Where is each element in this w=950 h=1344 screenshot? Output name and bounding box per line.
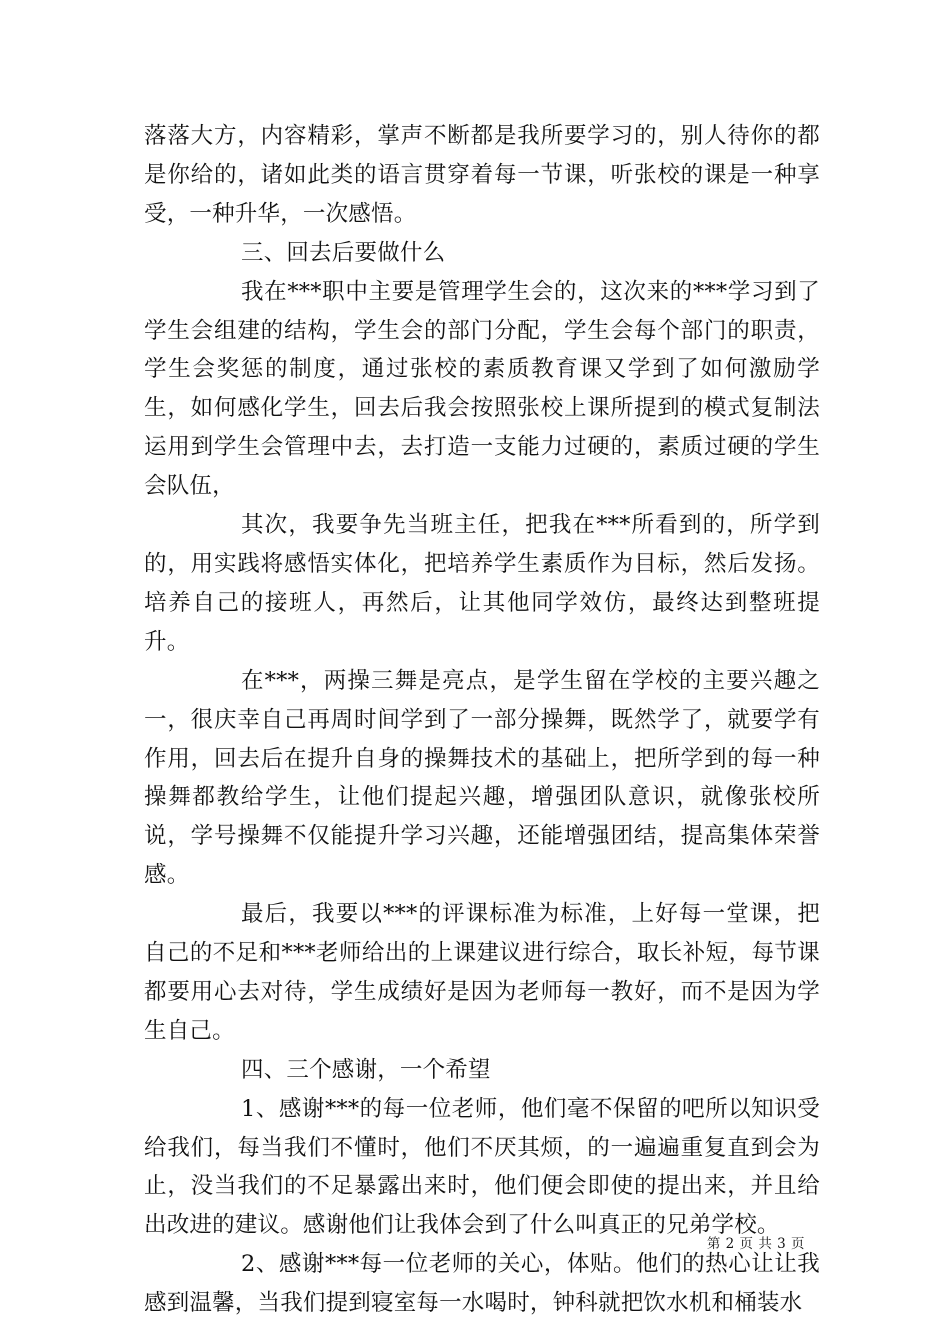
document-body [144,117,820,1323]
paragraph-thanks-2: 2、感谢***每一位老师的关心，体贴。他们的热心让让我感到温馨，当我们提到寝室每一水喝时，钟科就把饮水机和桶装水 [144,1251,820,1317]
paragraph-student-union: 我在***职中主要是管理学生会的，这次来的***学习到了学生会组建的结构，学生会的部门分配，学生会每个部门的职责，学生会奖惩的制度，通过张校的素质教育课又学到了如何激励学生，如何感化学生，回去后我会按照张校上课所提到的模式复制法运用到学生会管理中去，去打造一支能力过硬的，素质过硬的学生会队伍， [144,278,820,500]
page-number-footer: 第 2 页 共 3 页 [706,1236,805,1252]
section-heading-3: 三、回去后要做什么 [241,239,446,266]
paragraph-exercises-dance: 在***，两操三舞是亮点，是学生留在学校的主要兴趣之一，很庆幸自己再周时间学到了一部分操舞，既然学了，就要学有作用，回去后在提升自身的操舞技术的基础上，把所学到的每一种操舞都教给学生，让他们提起兴趣，增强团队意识，就像张校所说，学号操舞不仅能提升学习兴趣，还能增强团结，提高集体荣誉感。 [144,667,820,889]
paragraph-continuation: 落落大方，内容精彩，掌声不断都是我所要学习的，别人待你的都是你给的，诸如此类的语言贯穿着每一节课，听张校的课是一种享受，一种升华，一次感悟。 [144,123,820,227]
paragraph-lesson-evaluation: 最后，我要以***的评课标准为标准，上好每一堂课，把自己的不足和***老师给出的上课建议进行综合，取长补短，每节课都要用心去对待，学生成绩好是因为老师每一教好，而不是因为学生自己。 [144,901,820,1044]
paragraph-head-teacher: 其次，我要争先当班主任，把我在***所看到的，所学到的，用实践将感悟实体化，把培养学生素质作为目标，然后发扬。培养自己的接班人，再然后，让其他同学效仿，最终达到整班提升。 [144,512,820,655]
paragraph-thanks-1: 1、感谢***的每一位老师，他们毫不保留的吧所以知识受给我们，每当我们不懂时，他们不厌其烦，的一遍遍重复直到会为止，没当我们的不足暴露出来时，他们便会即使的提出来，并且给出改进的建议。感谢他们让我体会到了什么叫真正的兄弟学校。 [144,1095,820,1239]
section-heading-4: 四、三个感谢，一个希望 [241,1056,491,1083]
